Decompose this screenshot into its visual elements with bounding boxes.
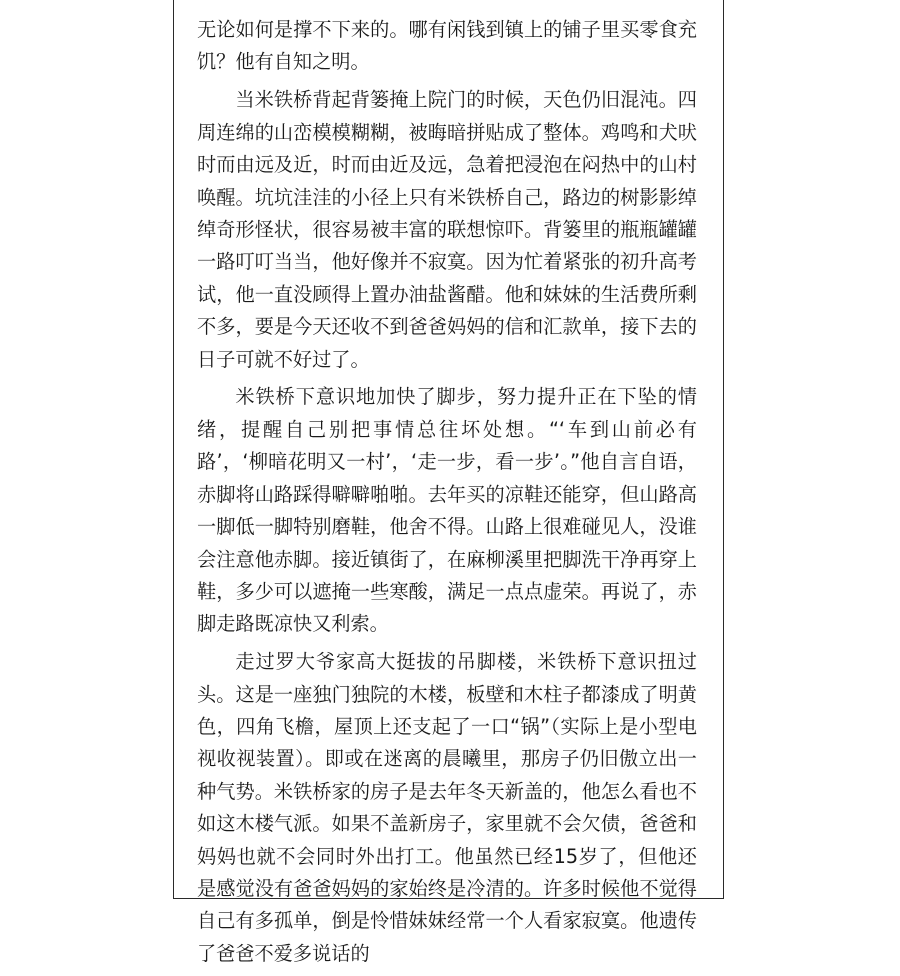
paragraph-3: 米铁桥下意识地加快了脚步，努力提升正在下坠的情绪，提醒自己别把事情总往坏处想。“‘车到山前必有路’，‘柳暗花明又一村’，‘走一步，看一步’。”他自言自语，赤脚将山路踩得噼噼啪啪。去年买的凉鞋还能穿，但山路高一脚低一脚特别磨鞋，他舍不得。山路上很难碰见人，没谁会注意他赤脚。接近镇街了，在麻柳溪里把脚洗干净再穿上鞋，多少可以遮掩一些寒酸，满足一点点虚荣。再说了，赤脚走路既凉快又利索。: [197, 385, 697, 636]
page-body-text: [197, 14, 697, 976]
paragraph-1: 无论如何是撑不下来的。哪有闲钱到镇上的铺子里买零食充饥？他有自知之明。: [197, 18, 697, 74]
paragraph-2: 当米铁桥背起背篓掩上院门的时候，天色仍旧混沌。四周连绵的山峦模模糊糊，被晦暗拼贴成了整体。鸡鸣和犬吠时而由远及近，时而由近及远，急着把浸泡在闷热中的山村唤醒。坑坑洼洼的小径上只有米铁桥自己，路边的树影影绰绰奇形怪状，很容易被丰富的联想惊吓。背篓里的瓶瓶罐罐一路叮叮当当，他好像并不寂寞。因为忙着紧张的初升高考试，他一直没顾得上置办油盐酱醋。他和妹妹的生活费所剩不多，要是今天还收不到爸爸妈妈的信和汇款单，接下去的日子可就不好过了。: [197, 88, 697, 371]
book-page: [173, 0, 724, 965]
paragraph-4: 走过罗大爷家高大挺拔的吊脚楼，米铁桥下意识扭过头。这是一座独门独院的木楼，板壁和木柱子都漆成了明黄色，四角飞檐，屋顶上还支起了一口“锅”（实际上是小型电视收视装置）。即或在迷离的晨曦里，那房子仍旧傲立出一种气势。米铁桥家的房子是去年冬天新盖的，他怎么看也不如这木楼气派。如果不盖新房子，家里就不会欠债，爸爸和妈妈也就不会同时外出打工。他虽然已经15岁了，但他还是感觉没有爸爸妈妈的家始终是冷清的。许多时候他不觉得自己有多孤单，倒是怜惜妹妹经常一个人看家寂寞。他遗传了爸爸不爱多说话的: [197, 650, 697, 965]
